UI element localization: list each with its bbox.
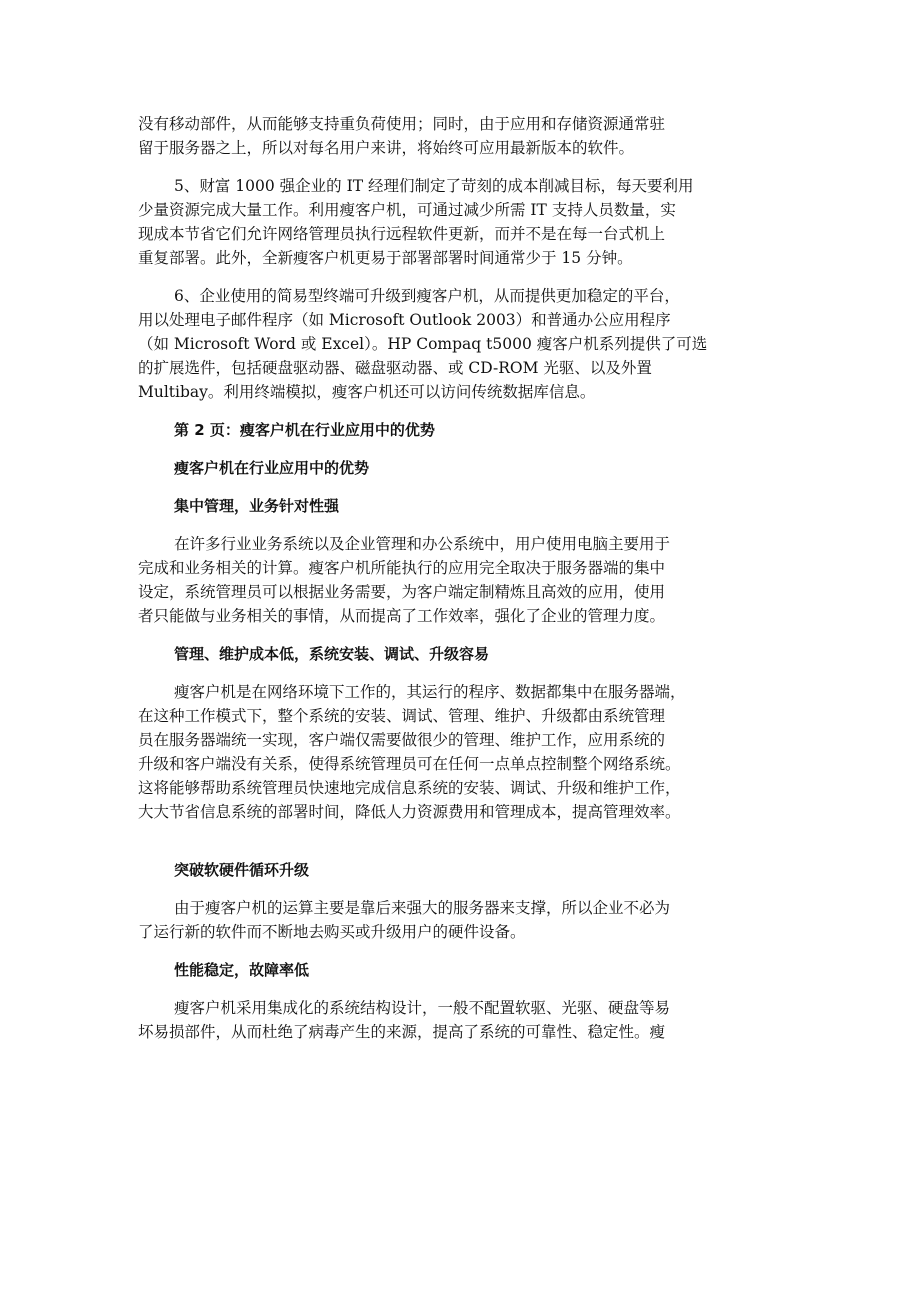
text-line: 由于瘦客户机的运算主要是靠后来强大的服务器来支撑，所以企业不必为 bbox=[174, 899, 671, 917]
text-line: 升级和客户端没有关系，使得系统管理员可在任何一点单点控制整个网络系统。 bbox=[138, 755, 681, 773]
text-line: （如 Microsoft Word 或 Excel）。HP Compaq t5000 瘦客户机系列提供了可选 bbox=[138, 335, 708, 353]
text-line: 现成本节省它们允许网络管理员执行远程软件更新，而并不是在每一台式机上 bbox=[138, 225, 666, 243]
text-line: Multibay。利用终端模拟，瘦客户机还可以访问传统数据库信息。 bbox=[138, 383, 596, 401]
text-line: 员在服务器端统一实现，客户端仅需要做很少的管理、维护工作，应用系统的 bbox=[138, 731, 666, 749]
paragraph-5 bbox=[138, 680, 788, 824]
text-line: 在许多行业业务系统以及企业管理和办公系统中，用户使用电脑主要用于 bbox=[174, 535, 671, 553]
paragraph-6 bbox=[138, 896, 788, 944]
text-line: 完成和业务相关的计算。瘦客户机所能执行的应用完全取决于服务器端的集中 bbox=[138, 559, 666, 577]
text-line: 在这种工作模式下，整个系统的安装、调试、管理、维护、升级都由系统管理 bbox=[138, 707, 666, 725]
text-line: 瘦客户机是在网络环境下工作的，其运行的程序、数据都集中在服务器端， bbox=[174, 683, 686, 701]
subheading-low-maintenance: 管理、维护成本低，系统安装、调试、升级容易 bbox=[174, 645, 490, 663]
paragraph-7 bbox=[138, 996, 788, 1044]
text-line: 没有移动部件，从而能够支持重负荷使用；同时，由于应用和存储资源通常驻 bbox=[138, 115, 666, 133]
text-line: 坏易损部件，从而杜绝了病毒产生的来源，提高了系统的可靠性、稳定性。瘦 bbox=[138, 1023, 666, 1041]
text-line: 了运行新的软件而不断地去购买或升级用户的硬件设备。 bbox=[138, 923, 526, 941]
text-line: 留于服务器之上，所以对每名用户来讲，将始终可应用最新版本的软件。 bbox=[138, 139, 635, 157]
paragraph-2 bbox=[138, 174, 788, 270]
text-line: 者只能做与业务相关的事情，从而提高了工作效率，强化了企业的管理力度。 bbox=[138, 607, 666, 625]
text-line: 瘦客户机采用集成化的系统结构设计，一般不配置软驱、光驱、硬盘等易 bbox=[174, 999, 671, 1017]
section-title: 瘦客户机在行业应用中的优势 bbox=[174, 459, 370, 477]
text-line: 重复部署。此外，全新瘦客户机更易于部署部署时间通常少于 15 分钟。 bbox=[138, 249, 633, 267]
document-body bbox=[138, 112, 788, 1058]
subheading-centralized-management: 集中管理，业务针对性强 bbox=[174, 497, 340, 515]
text-line: 大大节省信息系统的部署时间，降低人力资源费用和管理成本，提高管理效率。 bbox=[138, 803, 681, 821]
spacer bbox=[138, 838, 788, 858]
text-line: 的扩展选件，包括硬盘驱动器、磁盘驱动器、或 CD-ROM 光驱、以及外置 bbox=[138, 359, 652, 377]
text-line: 少量资源完成大量工作。利用瘦客户机，可通过减少所需 IT 支持人员数量，实 bbox=[138, 201, 676, 219]
subheading-stable-performance: 性能稳定，故障率低 bbox=[174, 961, 310, 979]
text-line: 5、财富 1000 强企业的 IT 经理们制定了苛刻的成本削减目标，每天要利用 bbox=[174, 177, 694, 195]
paragraph-3 bbox=[138, 284, 788, 404]
subheading-upgrade-cycle: 突破软硬件循环升级 bbox=[174, 861, 310, 879]
paragraph-1 bbox=[138, 112, 788, 160]
page-heading: 第 2 页：瘦客户机在行业应用中的优势 bbox=[174, 421, 435, 439]
text-line: 设定，系统管理员可以根据业务需要，为客户端定制精炼且高效的应用，使用 bbox=[138, 583, 666, 601]
text-line: 6、企业使用的简易型终端可升级到瘦客户机，从而提供更加稳定的平台， bbox=[174, 287, 680, 305]
text-line: 用以处理电子邮件程序（如 Microsoft Outlook 2003）和普通办公应用程序 bbox=[138, 311, 671, 329]
text-line: 这将能够帮助系统管理员快速地完成信息系统的安装、调试、升级和维护工作， bbox=[138, 779, 681, 797]
paragraph-4 bbox=[138, 532, 788, 628]
